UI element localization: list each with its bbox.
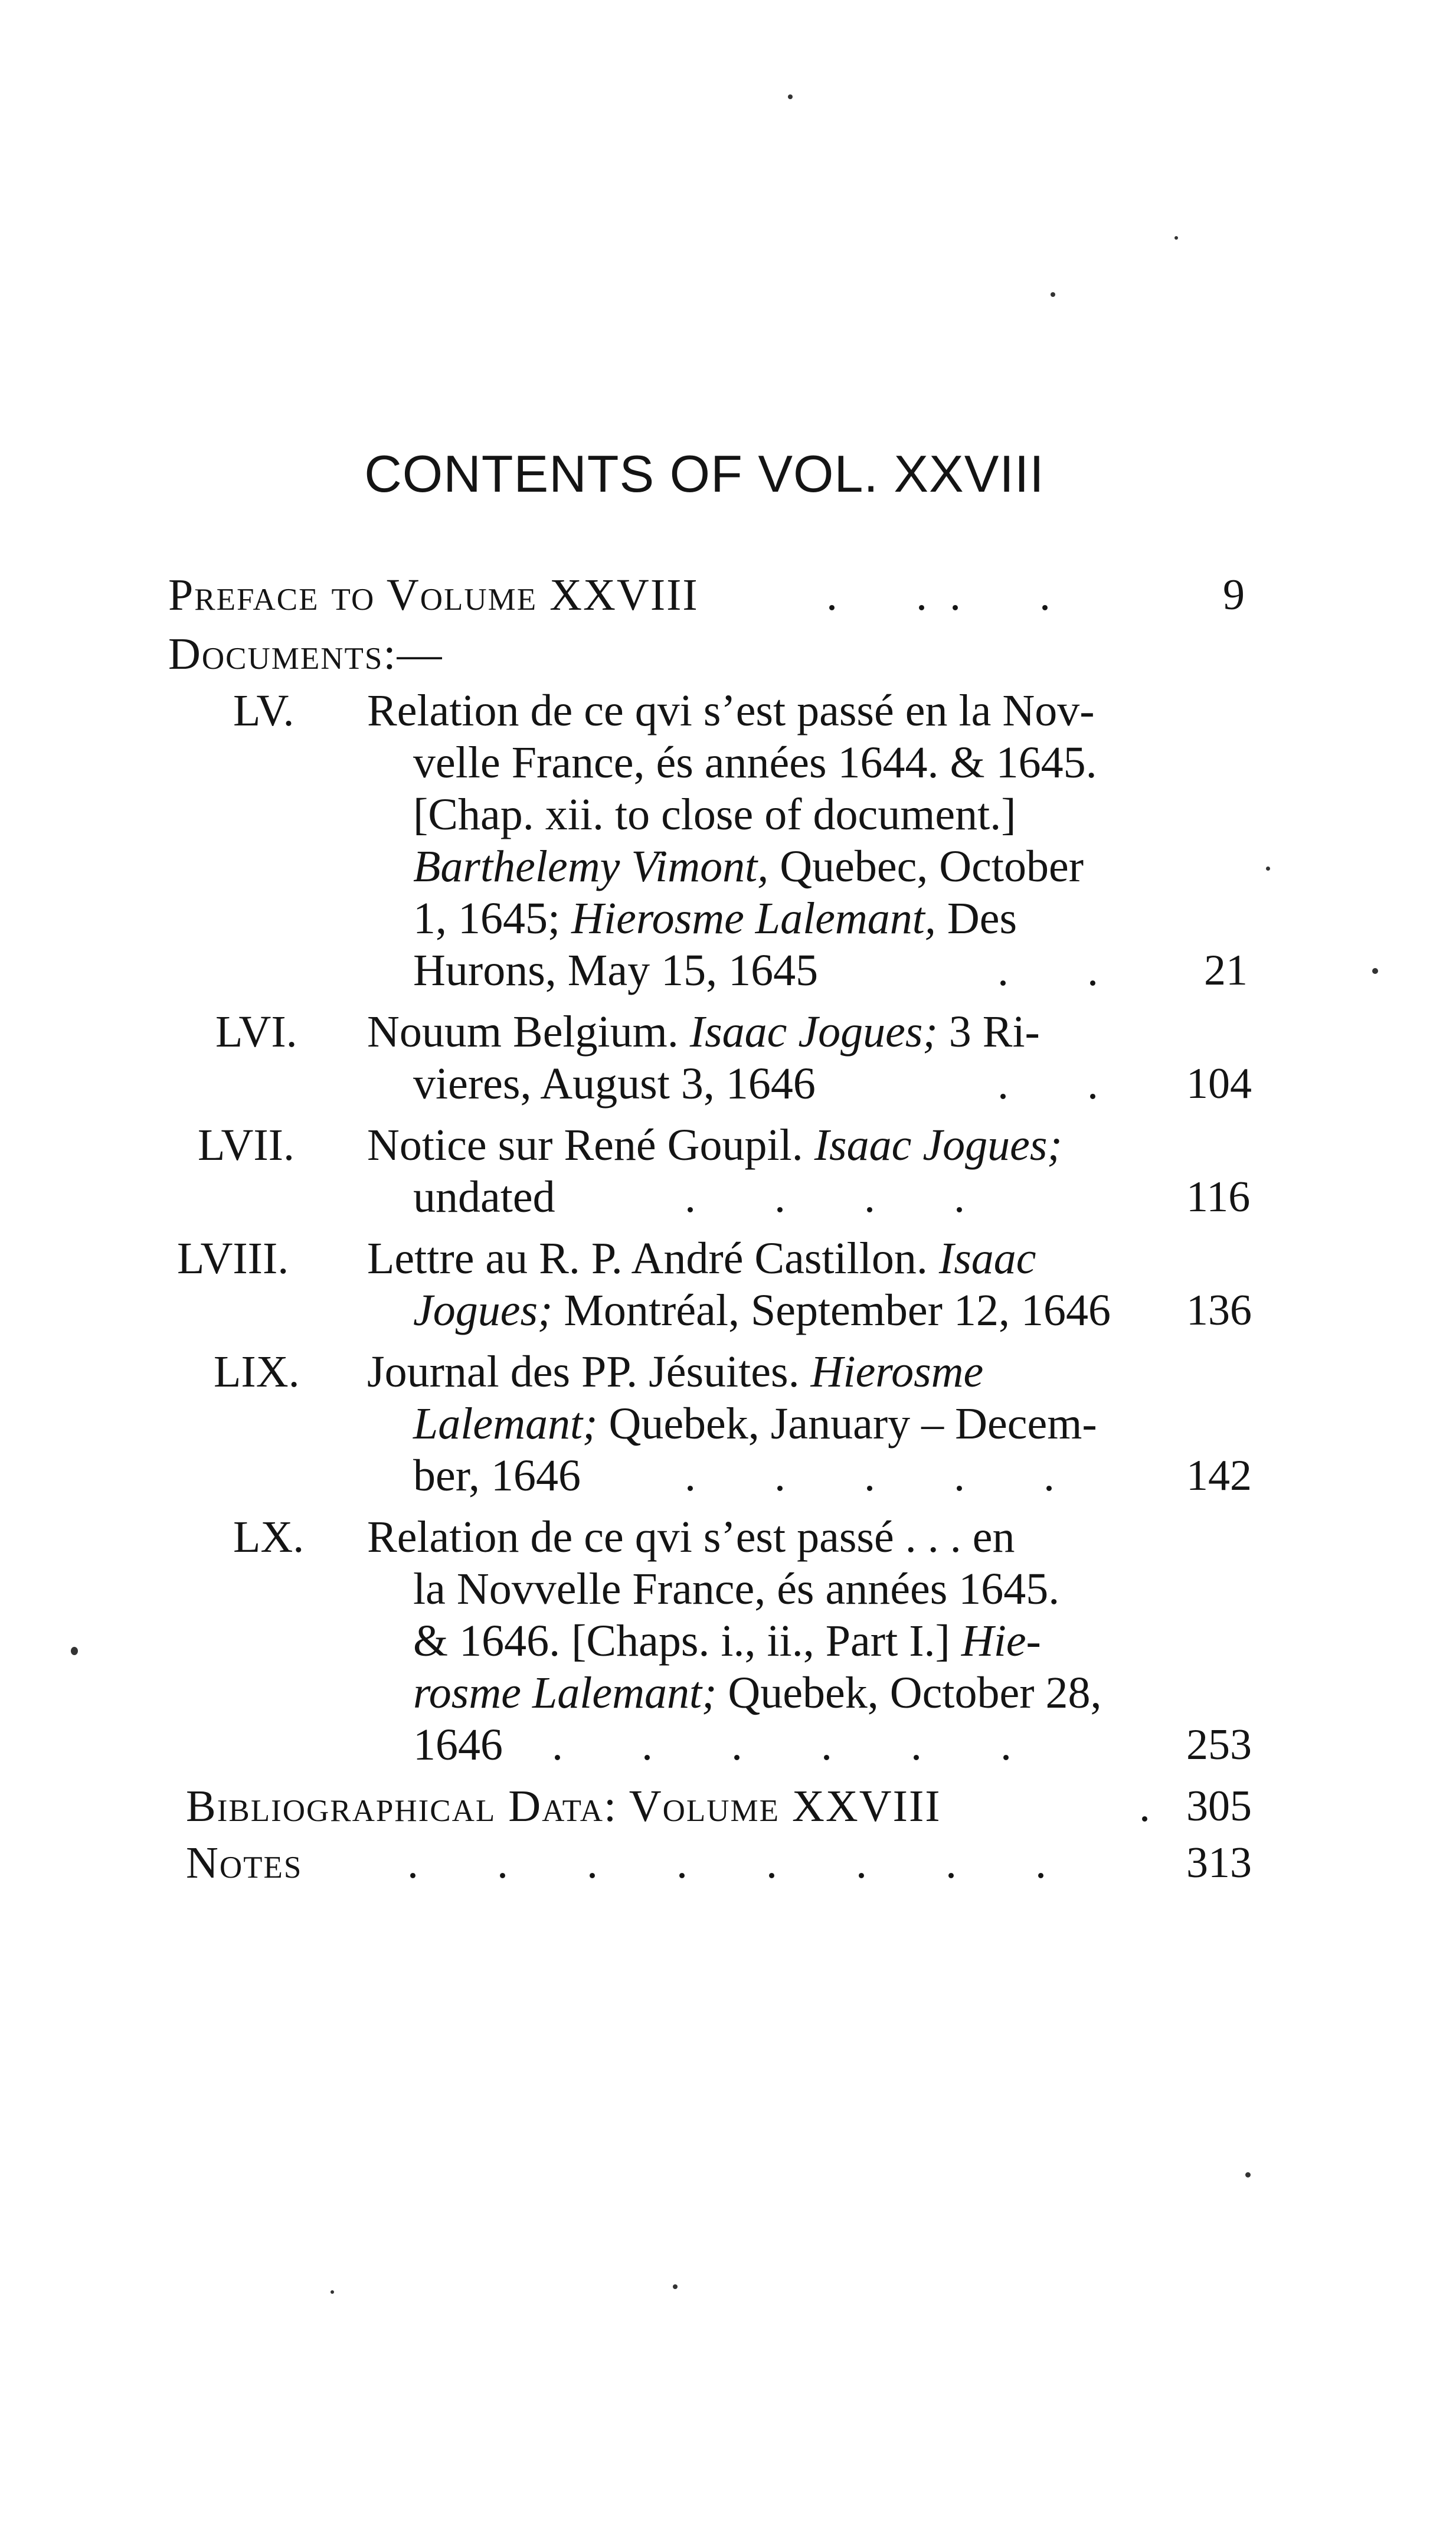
- leader-dots: . .: [997, 1059, 1098, 1109]
- entry-line: & 1646. [Chaps. i., ii., Part I.] Hie-: [413, 1616, 1041, 1666]
- entry-line: Lettre au R. P. André Castillon. Isaac: [367, 1234, 1036, 1283]
- paper-speck: [71, 1647, 78, 1655]
- paper-speck: [331, 2290, 334, 2294]
- entry-line: Barthelemy Vimont, Quebec, October: [413, 842, 1084, 891]
- entry-line: vieres, August 3, 1646: [413, 1059, 816, 1109]
- entry-page: 136: [1186, 1286, 1252, 1335]
- leader-dots: . .: [997, 946, 1098, 995]
- page-title: CONTENTS OF VOL. XXVIII: [364, 444, 1045, 503]
- entry-page: 116: [1186, 1173, 1251, 1221]
- entry-number: LVII.: [198, 1120, 295, 1170]
- entry-page: 104: [1186, 1060, 1252, 1108]
- paper-speck: [673, 2284, 678, 2289]
- entry-number: LX.: [233, 1512, 305, 1562]
- documents-label: Documents:—: [168, 629, 443, 679]
- preface-page: 9: [1223, 571, 1245, 619]
- entry-page: 253: [1186, 1721, 1252, 1769]
- entry-line: velle France, és années 1644. & 1645.: [413, 738, 1097, 787]
- notes-label: Notes: [186, 1838, 303, 1888]
- entry-page: 142: [1186, 1451, 1252, 1500]
- leader-dots: .: [1139, 1781, 1150, 1831]
- notes-page: 313: [1186, 1839, 1252, 1887]
- paper-speck: [1174, 236, 1178, 240]
- entry-number: LVI.: [215, 1007, 297, 1057]
- entry-line: 1646: [413, 1720, 503, 1770]
- entry-number: LIX.: [214, 1347, 300, 1397]
- entry-line: 1, 1645; Hierosme Lalemant, Des: [413, 894, 1017, 943]
- paper-speck: [1266, 867, 1270, 871]
- entry-line: Lalemant; Quebek, January – Decem-: [413, 1399, 1097, 1449]
- entry-line: rosme Lalemant; Quebek, October 28,: [413, 1668, 1102, 1718]
- leader-dots: . . . .: [685, 1172, 965, 1222]
- paper-speck: [1245, 2172, 1251, 2178]
- leader-dots: . . . . . .: [552, 1720, 1012, 1770]
- entry-line: Relation de ce qvi s’est passé en la Nov-: [367, 686, 1095, 735]
- bibliographical-label: Bibliographical Data: Volume XXVIII: [186, 1781, 941, 1831]
- entry-number: LVIII.: [177, 1234, 289, 1283]
- entry-line: Notice sur René Goupil. Isaac Jogues;: [367, 1120, 1062, 1170]
- leader-dots: . . . .: [826, 570, 1051, 620]
- entry-line: undated: [413, 1172, 555, 1222]
- paper-speck: [788, 94, 793, 99]
- entry-line: Nouum Belgium. Isaac Jogues; 3 Ri-: [367, 1007, 1040, 1057]
- preface-label: Preface to Volume XXVIII: [168, 570, 699, 620]
- paper-speck: [1372, 968, 1378, 974]
- entry-page: 21: [1204, 946, 1248, 995]
- entry-line: ber, 1646: [413, 1451, 581, 1500]
- paper-speck: [1051, 292, 1055, 297]
- entry-line: Jogues; Montréal, September 12, 1646: [413, 1286, 1111, 1335]
- leader-dots: . . . . .: [685, 1451, 1055, 1500]
- entry-line: [Chap. xii. to close of document.]: [413, 790, 1016, 839]
- entry-line: Relation de ce qvi s’est passé . . . en: [367, 1512, 1015, 1562]
- entry-number: LV.: [233, 686, 295, 735]
- entry-line: la Novvelle France, és années 1645.: [413, 1564, 1060, 1614]
- entry-line: Journal des PP. Jésuites. Hierosme: [367, 1347, 984, 1397]
- bibliographical-page: 305: [1186, 1782, 1252, 1830]
- entry-line: Hurons, May 15, 1645: [413, 946, 819, 995]
- leader-dots: . . . . . . . .: [407, 1838, 1046, 1888]
